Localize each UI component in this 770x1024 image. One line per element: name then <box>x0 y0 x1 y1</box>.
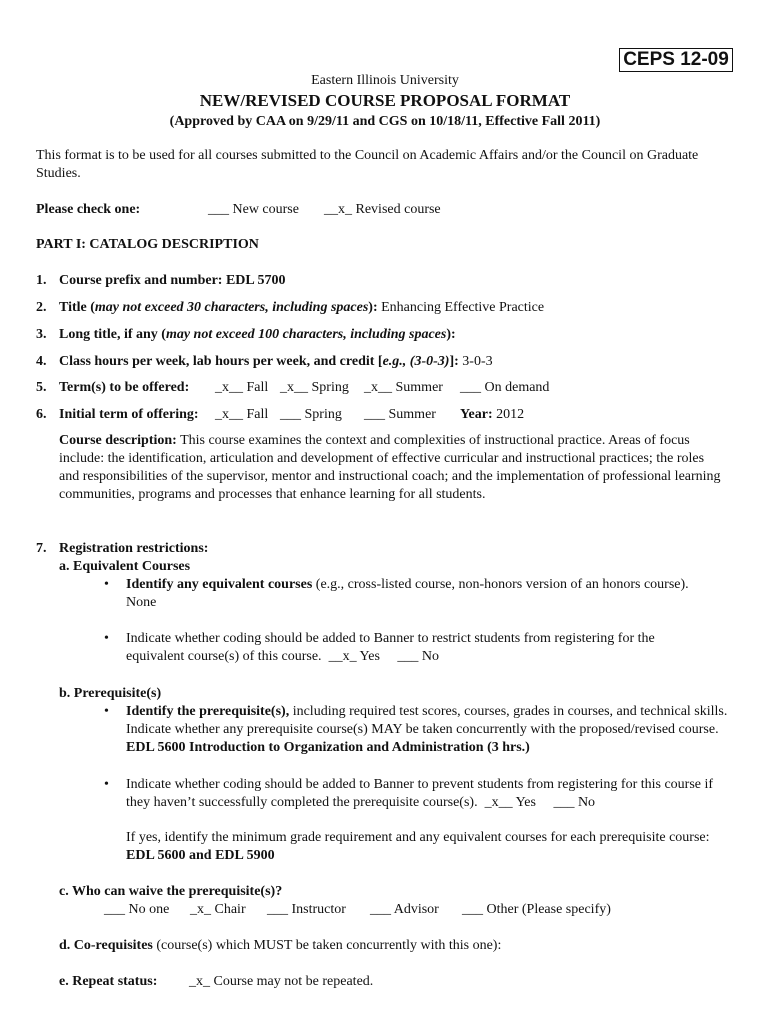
item5-fall-mark: _x__ <box>215 380 243 395</box>
item3-number: 3. <box>36 327 47 342</box>
item5-number: 5. <box>36 380 47 395</box>
item5-demand-option[interactable] <box>460 379 549 397</box>
waive-advisor-option[interactable] <box>370 901 439 919</box>
waive-no-one-option[interactable] <box>104 901 169 919</box>
item6-spring-mark: ___ <box>280 407 301 422</box>
item7a-no-mark: ___ <box>397 649 419 664</box>
item7b-bullet1-text: including required test scores, courses, grades in courses, and technical skills. Indicate whether any prerequisite course(s) MAY be taken concurrently with the proposed/revised course. <box>126 704 728 737</box>
item7c-label: c. Who can waive the prerequisite(s)? <box>59 884 283 899</box>
item1-row <box>59 272 285 290</box>
item5-summer-mark: _x__ <box>364 380 392 395</box>
item3-label-em: may not exceed 100 characters, including spaces <box>165 327 447 342</box>
item7-label: Registration restrictions: <box>59 541 209 556</box>
item7a-bullet2-text: Indicate whether coding should be added to Banner to restrict students from registering for the equivalent course(s) of this course. <box>126 631 655 664</box>
item4-number: 4. <box>36 354 47 369</box>
part1-heading: PART I: CATALOG DESCRIPTION <box>36 237 259 252</box>
check-one-label: Please check one: <box>36 202 141 217</box>
item7a-bullet1-text: (e.g., cross-listed course, non-honors version of an honors course). <box>312 577 689 592</box>
repeat-status-option[interactable] <box>189 973 373 991</box>
item7b-yes-label: Yes <box>515 795 536 810</box>
item2-row <box>59 299 544 317</box>
course-description <box>59 432 724 504</box>
revised-course-label: Revised course <box>355 202 441 217</box>
waive-instructor-mark: ___ <box>267 902 288 917</box>
waive-chair-option[interactable] <box>190 901 246 919</box>
item4-label-b: ]: <box>449 354 459 369</box>
waive-other-mark: ___ <box>462 902 483 917</box>
item2-label-b: ): <box>368 300 378 315</box>
waive-instructor-label: Instructor <box>291 902 346 917</box>
item7a-bullet1 <box>126 576 746 594</box>
item7b-answer: EDL 5600 Introduction to Organization and Administration (3 hrs.) <box>126 740 530 755</box>
item6-year-value: 2012 <box>496 407 525 422</box>
item4-label-a: Class hours per week, lab hours per week, and credit [ <box>59 354 383 369</box>
item3-label-b: ): <box>446 327 456 342</box>
item2-value: Enhancing Effective Practice <box>381 300 545 315</box>
waive-no-one-mark: ___ <box>104 902 125 917</box>
item3-row <box>59 326 456 344</box>
repeat-status-text: Course may not be repeated. <box>213 974 374 989</box>
item5-demand-label: On demand <box>484 380 550 395</box>
item1-number: 1. <box>36 273 47 288</box>
item2-label-a: Title ( <box>59 300 95 315</box>
item1-value: EDL 5700 <box>225 273 286 288</box>
item5-demand-mark: ___ <box>460 380 481 395</box>
document-id-box: CEPS 12-09 <box>619 48 733 72</box>
waive-advisor-mark: ___ <box>370 902 391 917</box>
course-description-label: Course description: <box>59 433 177 448</box>
item7b-bullet1 <box>126 703 731 757</box>
item7b-label: b. Prerequisite(s) <box>59 686 162 701</box>
item7b-yes-mark: _x__ <box>484 795 513 810</box>
item7a-bullet2 <box>126 630 716 666</box>
item7b-yes-option[interactable] <box>481 795 536 810</box>
item7b-grade <box>126 829 726 865</box>
item6-summer-mark: ___ <box>364 407 385 422</box>
item6-fall-option[interactable] <box>215 406 268 424</box>
item3-label-a: Long title, if any ( <box>59 327 166 342</box>
waive-chair-label: Chair <box>214 902 246 917</box>
item5-summer-label: Summer <box>395 380 443 395</box>
item6-summer-option[interactable] <box>364 406 436 424</box>
course-description-text: This course examines the context and complexities of instructional practice. Areas of focus include: the identification, articulation and development of effective curricular and instructional practices; the roles and responsibilities of the supervisor, mentor and instructional coach; and the implementation of professional learning communities, programs and processes that enhance learning for all students. <box>59 433 721 502</box>
item7a-no-option[interactable] <box>383 649 439 664</box>
item7b-bullet2-text: Indicate whether coding should be added to Banner to prevent students from registering for this course if they haven’t successfully completed the prerequisite course(s). <box>126 777 714 810</box>
item6-year <box>460 406 524 424</box>
item7-number: 7. <box>36 541 47 556</box>
item7a-yes-label: Yes <box>359 649 380 664</box>
revised-course-mark: __x_ <box>324 202 352 217</box>
bullet-icon: • <box>104 577 109 592</box>
item2-label-em: may not exceed 30 characters, including spaces <box>94 300 369 315</box>
item5-fall-label: Fall <box>246 380 269 395</box>
item6-spring-option[interactable] <box>280 406 342 424</box>
item4-row <box>59 353 493 371</box>
item7a-yes-mark: __x_ <box>328 649 357 664</box>
item7b-grade-text: If yes, identify the minimum grade requirement and any equivalent courses for each prerequisite course: <box>126 830 710 845</box>
new-course-option[interactable] <box>208 201 299 219</box>
waive-other-label: Other (Please specify) <box>486 902 611 917</box>
item1-label: Course prefix and number: <box>59 273 223 288</box>
intro-paragraph: This format is to be used for all courses submitted to the Council on Academic Affairs and/or the Council on Graduate Studies. <box>36 148 699 181</box>
item7d-label: d. Co-requisites <box>59 938 153 953</box>
item7a-no-label: No <box>421 649 440 664</box>
item6-fall-label: Fall <box>246 407 269 422</box>
item6-number: 6. <box>36 407 47 422</box>
bullet-icon: • <box>104 631 109 646</box>
approval-note: (Approved by CAA on 9/29/11 and CGS on 10/18/11, Effective Fall 2011) <box>169 114 601 129</box>
item5-summer-option[interactable] <box>364 379 443 397</box>
item4-value: 3-0-3 <box>462 354 493 369</box>
item7d-text: (course(s) which MUST be taken concurrently with this one): <box>152 938 502 953</box>
item7a-label: a. Equivalent Courses <box>59 559 191 574</box>
form-title: NEW/REVISED COURSE PROPOSAL FORMAT <box>199 91 571 110</box>
item7b-grade-answer: EDL 5600 and EDL 5900 <box>126 848 275 863</box>
item6-spring-label: Spring <box>304 407 342 422</box>
new-course-mark: ___ <box>208 202 229 217</box>
repeat-status-mark: _x_ <box>189 974 210 989</box>
item7a-answer: None <box>126 595 157 610</box>
item7b-bullet2 <box>126 776 716 812</box>
bullet-icon: • <box>104 777 109 792</box>
item6-label: Initial term of offering: <box>59 407 199 422</box>
item7b-no-mark: ___ <box>553 795 575 810</box>
item5-spring-option[interactable] <box>280 379 349 397</box>
revised-course-option[interactable] <box>324 201 441 219</box>
waive-other-option[interactable] <box>462 901 611 919</box>
item4-label-em: e.g., (3-0-3) <box>382 354 450 369</box>
item5-spring-label: Spring <box>311 380 349 395</box>
item7e-label: e. Repeat status: <box>59 974 158 989</box>
item7d-row <box>59 937 501 955</box>
item6-summer-label: Summer <box>388 407 436 422</box>
item6-fall-mark: _x__ <box>215 407 243 422</box>
waive-instructor-option[interactable] <box>267 901 346 919</box>
item7a-bullet1-bold: Identify any equivalent courses <box>126 577 313 592</box>
waive-advisor-label: Advisor <box>393 902 439 917</box>
item5-spring-mark: _x__ <box>280 380 308 395</box>
item6-year-label: Year: <box>460 407 493 422</box>
item7b-no-option[interactable] <box>539 795 595 810</box>
item7b-no-label: No <box>577 795 596 810</box>
item7b-bullet1-bold: Identify the prerequisite(s), <box>126 704 290 719</box>
item2-number: 2. <box>36 300 47 315</box>
waive-chair-mark: _x_ <box>190 902 211 917</box>
new-course-label: New course <box>232 202 299 217</box>
item5-label: Term(s) to be offered: <box>59 380 190 395</box>
bullet-icon: • <box>104 704 109 719</box>
university-name: Eastern Illinois University <box>311 73 459 88</box>
item7a-yes-option[interactable] <box>325 649 380 664</box>
waive-no-one-label: No one <box>128 902 170 917</box>
item5-fall-option[interactable] <box>215 379 268 397</box>
